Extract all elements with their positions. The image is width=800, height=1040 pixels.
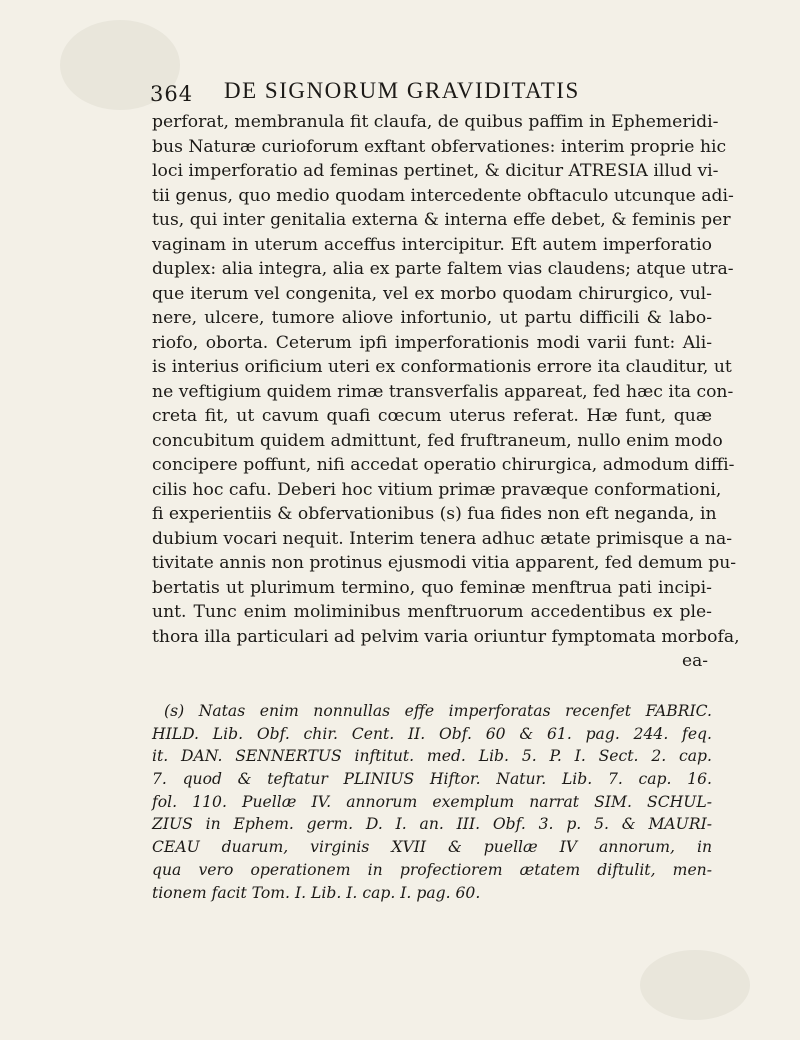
text-line: cilis hoc cafu. Deberi hoc vitium primæ pravæque conformationi, <box>152 479 722 500</box>
text-line: tii genus, quo medio quodam intercedente obftaculo utcunque adi- <box>152 185 734 206</box>
paper-stain <box>640 950 750 1020</box>
footnote-line: ZIUS in Ephem. germ. D. I. an. III. Obf. 3. p. 5. & MAURI- <box>152 815 712 834</box>
text-line: que iterum vel congenita, vel ex morbo quodam chirurgico, vul- <box>152 283 712 304</box>
text-line: perforat, membranula fit claufa, de quibus paffim in Ephemeridi- <box>152 112 719 132</box>
text-line: dubium vocari nequit. Interim tenera adhuc ætate primisque a na- <box>152 528 733 549</box>
text-line: vaginam in uterum acceffus intercipitur. Eft autem imperforatio <box>152 234 712 255</box>
page-header <box>150 78 710 108</box>
footnote-line: tionem facit Tom. I. Lib. I. cap. I. pag. 60. <box>152 883 481 902</box>
catchword: ea- <box>682 651 708 671</box>
footnote-line: qua vero operationem in profectiorem ætatem diftulit, men- <box>152 860 712 879</box>
text-line: concubitum quidem admittunt, fed fruftraneum, nullo enim modo <box>152 430 723 451</box>
text-line: thora illa particulari ad pelvim varia oriuntur fymptomata morbofa, <box>152 626 740 647</box>
main-text <box>152 110 740 673</box>
footnote-line: CEAU duarum, virginis XVII & puellæ IV annorum, in <box>152 838 712 857</box>
text-line: bertatis ut plurimum termino, quo feminæ menftrua pati incipi- <box>152 577 712 598</box>
text-line: tus, qui inter genitalia externa & interna effe debet, & feminis per <box>152 210 731 230</box>
text-line: is interius orificium uteri ex conformationis errore ita clauditur, ut <box>152 357 732 377</box>
text-line: duplex: alia integra, alia ex parte faltem vias claudens; atque utra- <box>152 259 734 279</box>
footnote-line: HILD. Lib. Obf. chir. Cent. II. Obf. 60 & 61. pag. 244. feq. <box>152 724 712 743</box>
text-line: ne veftigium quidem rimæ transverfalis appareat, fed hæc ita con- <box>152 381 734 402</box>
text-line: concipere poffunt, nifi accedat operatio chirurgica, admodum diffi- <box>152 455 735 475</box>
text-line: riofo, oborta. Ceterum ipfi imperforationis modi varii funt: Ali- <box>152 332 712 353</box>
footnote-line: 7. quod & teftatur PLINIUS Hiftor. Natur. Lib. 7. cap. 16. <box>152 770 712 789</box>
text-line: bus Naturæ curioforum exftant obfervationes: interim proprie hic <box>152 136 727 157</box>
footnote-line: it. DAN. SENNERTUS inftitut. med. Lib. 5. P. I. Sect. 2. cap. <box>152 747 712 766</box>
text-line: creta fit, ut cavum quafi cœcum uterus referat. Hæ funt, quæ <box>152 406 712 426</box>
footnote <box>152 700 712 904</box>
text-line: unt. Tunc enim moliminibus menftruorum accedentibus ex ple- <box>152 602 712 622</box>
footnote-line: fol. 110. Puellæ IV. annorum exemplum narrat SIM. SCHUL- <box>152 792 712 811</box>
running-title: DE SIGNORUM GRAVIDITATIS <box>224 78 580 103</box>
text-line: tivitate annis non protinus ejusmodi vitia apparent, fed demum pu- <box>152 553 737 573</box>
text-line: loci imperforatio ad feminas pertinet, & dicitur ATRESIA illud vi- <box>152 161 719 181</box>
footnote-line: (s) Natas enim nonnullas effe imperforatas recenfet FABRIC. <box>164 702 712 720</box>
text-line: fi experientiis & obfervationibus (s) fua fides non eft neganda, in <box>152 504 717 524</box>
text-line: nere, ulcere, tumore aliove infortunio, ut partu difficili & labo- <box>152 308 712 328</box>
page-number: 364 <box>150 82 194 106</box>
